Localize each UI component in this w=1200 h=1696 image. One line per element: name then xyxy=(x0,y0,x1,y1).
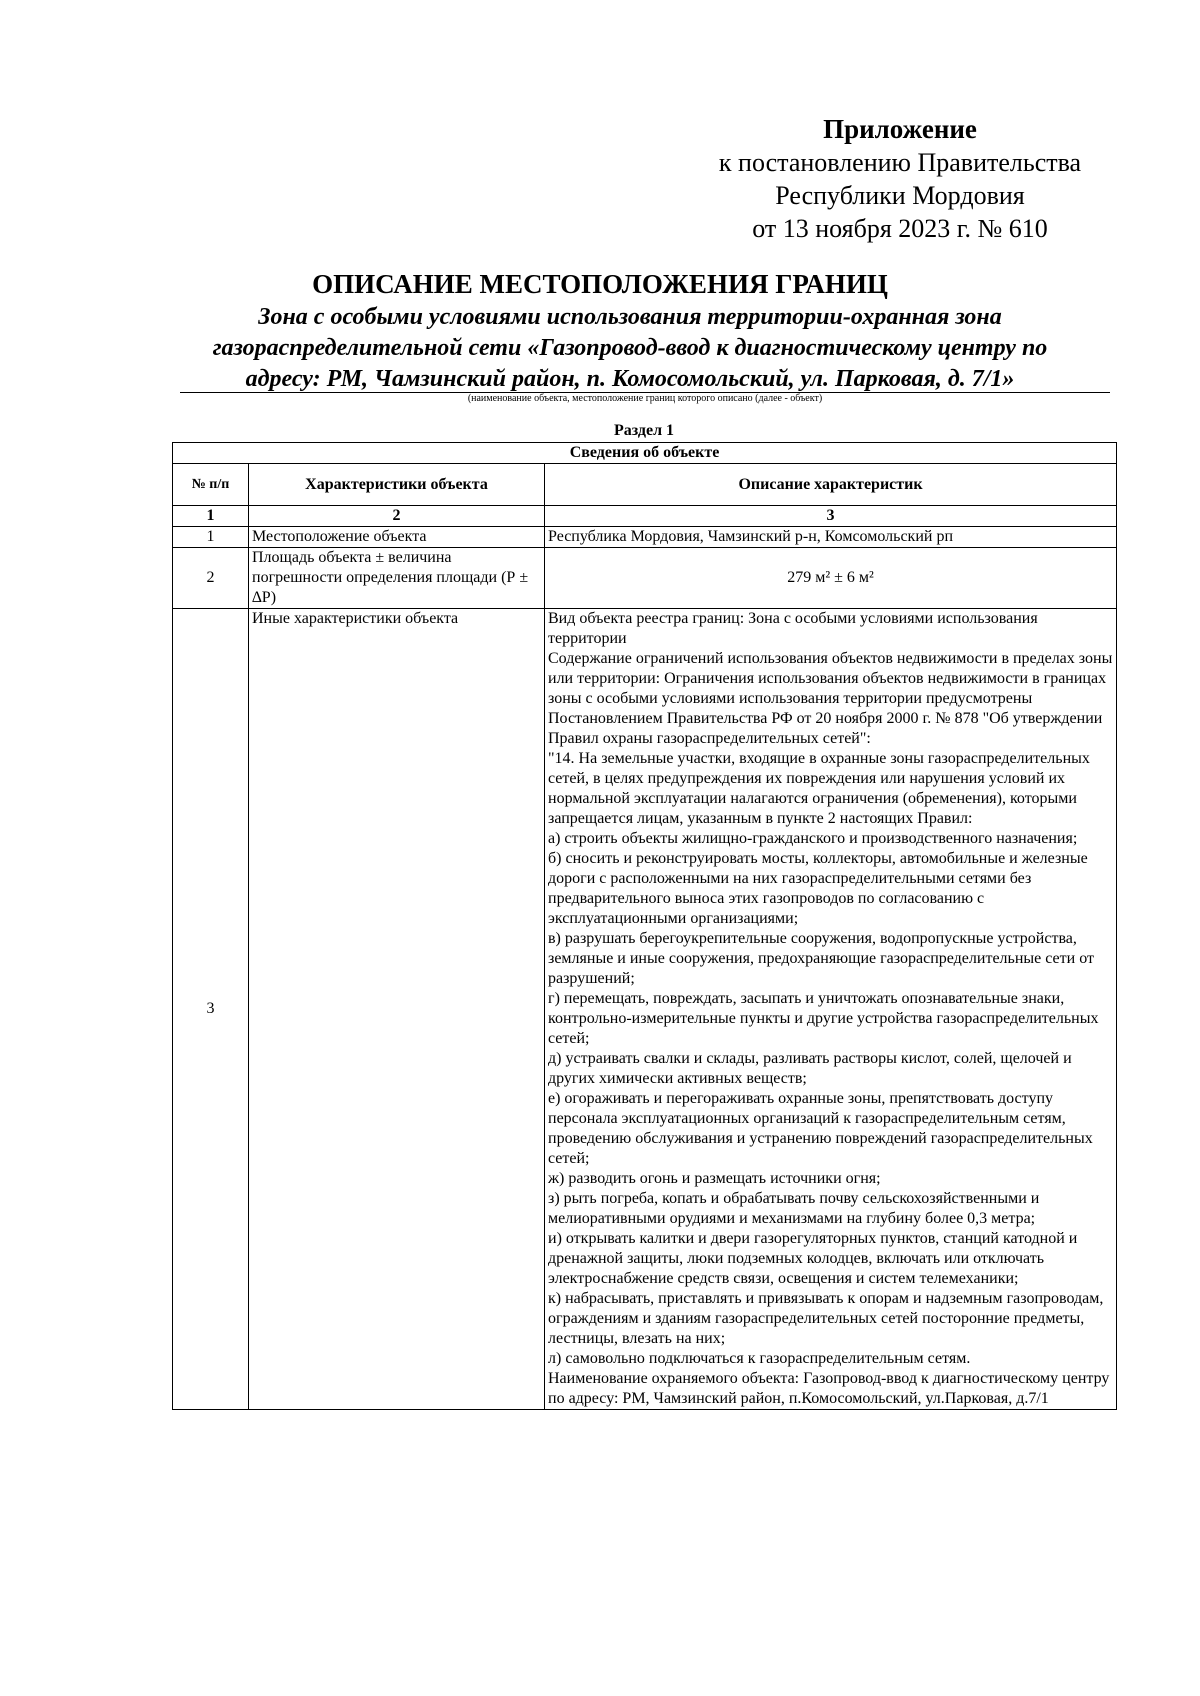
annex-title: Приложение xyxy=(823,114,977,144)
section-label: Раздел 1 xyxy=(613,422,675,439)
row-characteristic: Иные характеристики объекта xyxy=(249,609,545,1410)
annex-line-3: от 13 ноября 2023 г. № 610 xyxy=(752,214,1048,243)
restriction-item: к) набрасывать, приставлять и привязывать к опорам и надземным газопроводам, ограждениям и зданиям газораспределительных сетей посторонние предметы, лестницы, влезать на них; xyxy=(548,1290,1104,1347)
document-subtitle: Зона с особыми условиями использования территории-охранная зона газораспределительной сети «Газопровод-ввод к диагностическому центру по адресу: РМ, Чамзинский район, п. Комосомольский, ул. Парковая, д. 7/1» xyxy=(212,304,1048,392)
restriction-item: а) строить объекты жилищно-гражданского и производственного назначения; xyxy=(548,830,1078,847)
row-description: Республика Мордовия, Чамзинский р-н, Комсомольский рп xyxy=(545,527,1117,548)
row-number: 2 xyxy=(173,548,249,609)
annex-block xyxy=(680,112,1120,245)
row-number: 1 xyxy=(173,527,249,548)
restriction-item: л) самовольно подключаться к газораспределительным сетям. xyxy=(548,1350,971,1367)
annex-line-1: к постановлению Правительства xyxy=(718,148,1082,177)
restriction-item: ж) разводить огонь и размещать источники огня; xyxy=(548,1170,881,1187)
col-index-2: 2 xyxy=(249,506,545,527)
column-header-row xyxy=(173,464,1117,506)
restriction-item: б) сносить и реконструировать мосты, коллекторы, автомобильные и железные дороги с расположенными на них газораспределительными сетями без предварительного выноса этих газопроводов по согласованию с эксплуатационными организациями; xyxy=(548,850,1088,927)
col-header-characteristic: Характеристики объекта xyxy=(249,464,545,506)
object-info-table xyxy=(172,442,1117,1410)
restriction-item: з) рыть погреба, копать и обрабатывать почву сельскохозяйственными и мелиоративными орудиями и механизмами на глубину более 0,3 метра; xyxy=(548,1190,1040,1227)
table-header-row xyxy=(173,443,1117,464)
row-number: 3 xyxy=(173,609,249,1410)
col-header-number: № п/п xyxy=(173,464,249,506)
document-title: ОПИСАНИЕ МЕСТОПОЛОЖЕНИЯ ГРАНИЦ xyxy=(312,269,888,299)
row-description: 279 м² ± 6 м² xyxy=(545,548,1117,609)
subtitle-caption: (наименование объекта, местоположение границ которого описано (далее - объект) xyxy=(467,393,823,404)
table-row xyxy=(173,527,1117,548)
restriction-item: г) перемещать, повреждать, засыпать и уничтожать опознавательные знаки, контрольно-измерительные пункты и другие устройства газораспределительных сетей; xyxy=(548,990,1099,1047)
row-description xyxy=(545,609,1117,1410)
description-paragraph: Содержание ограничений использования объектов недвижимости в пределах зоны или территории: Ограничения использования объектов недвижимости в границах зоны с особыми условиями использования территории предусмотрены Постановлением Правительства РФ от 20 ноября 2000 г. № 878 "Об утверждении Правил охраны газораспределительных сетей": xyxy=(548,650,1113,747)
row-characteristic: Местоположение объекта xyxy=(249,527,545,548)
table-header: Сведения об объекте xyxy=(173,443,1117,464)
col-index-1: 1 xyxy=(173,506,249,527)
description-paragraph: Наименование охраняемого объекта: Газопровод-ввод к диагностическому центру по адресу: РМ, Чамзинский район, п.Комосомольский, ул.Парковая, д.7/1 xyxy=(548,1370,1110,1407)
table-row xyxy=(173,609,1117,1410)
restriction-item: в) разрушать берегоукрепительные сооружения, водопропускные устройства, земляные и иные сооружения, предохраняющие газораспределительные сети от разрушений; xyxy=(548,930,1094,987)
description-paragraph: Вид объекта реестра границ: Зона с особыми условиями использования территории xyxy=(548,610,1038,647)
annex-line-2: Республики Мордовия xyxy=(775,181,1025,210)
table-row xyxy=(173,548,1117,609)
column-index-row xyxy=(173,506,1117,527)
description-paragraph: "14. На земельные участки, входящие в охранные зоны газораспределительных сетей, в целях предупреждения их повреждения или нарушения условий их нормальной эксплуатации налагаются ограничения (обременения), которыми запрещается лицам, указанным в пункте 2 настоящих Правил: xyxy=(548,750,1090,827)
col-header-description: Описание характеристик xyxy=(545,464,1117,506)
restriction-item: и) открывать калитки и двери газорегуляторных пунктов, станций катодной и дренажной защиты, люки подземных колодцев, включать или отключать электроснабжение средств связи, освещения и систем телемеханики; xyxy=(548,1230,1078,1287)
restriction-item: д) устраивать свалки и склады, разливать растворы кислот, солей, щелочей и других химически активных веществ; xyxy=(548,1050,1072,1087)
row-characteristic: Площадь объекта ± величина погрешности определения площади (Р ± ∆Р) xyxy=(249,548,545,609)
col-index-3: 3 xyxy=(545,506,1117,527)
restriction-item: е) огораживать и перегораживать охранные зоны, препятствовать доступу персонала эксплуатационных организаций к газораспределительным сетям, проведению обслуживания и устранению повреждений газораспределительных сетей; xyxy=(548,1090,1093,1167)
